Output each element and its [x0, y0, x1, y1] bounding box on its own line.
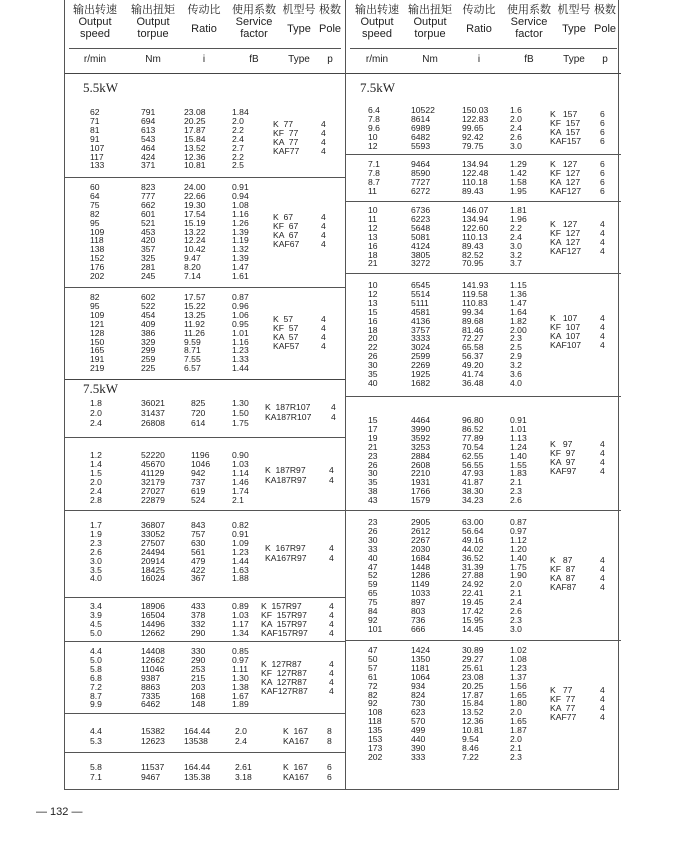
unit-torque: Nm — [145, 54, 161, 65]
speed-col: 1.8 2.0 2.4 — [90, 398, 102, 428]
torque-col: 2905 2612 2267 2030 1684 1448 1286 1149 1033 897 803 736 666 — [411, 517, 431, 634]
type-col: K 87 KF 87 KA 87 KAF87 — [550, 555, 577, 592]
ratio-col: 23.08 20.25 17.87 15.84 13.52 12.36 10.81 — [184, 107, 206, 171]
speed-col: 15 17 19 21 23 26 30 35 38 43 — [368, 415, 378, 506]
pole-col: 4 4 — [331, 402, 336, 422]
pole-col: 6 6 — [327, 762, 332, 782]
speed-col: 5.8 7.1 — [90, 762, 102, 782]
torque-col: 14408 12662 11046 9387 8863 7335 6462 — [141, 646, 165, 710]
sf-col: 2.0 2.4 — [235, 726, 247, 746]
header-row — [65, 0, 345, 76]
torque-col: 36021 31437 26808 — [141, 398, 165, 428]
speed-col: 1.7 1.9 2.3 2.6 3.0 3.5 4.0 — [90, 520, 102, 584]
type-col: K 57 KF 57 KA 57 KAF57 — [273, 314, 300, 351]
pole-col: 4 4 — [329, 543, 334, 563]
unit-speed: r/min — [83, 54, 107, 65]
ratio-col: 150.03 122.83 99.65 92.42 79.75 — [462, 105, 489, 151]
pole-col: 4 4 4 4 — [329, 601, 334, 638]
sf-col: 0.82 0.91 1.09 1.23 1.44 1.63 1.88 — [232, 520, 249, 584]
ratio-col: 96.80 86.52 77.89 70.54 62.55 56.55 47.93 41.87 38.30 34.23 — [462, 415, 484, 506]
pole-col: 4 4 4 4 — [600, 439, 605, 476]
header-pole: 极数 Pole — [593, 4, 617, 35]
torque-col: 602 522 454 409 386 329 299 259 225 — [141, 292, 156, 374]
sf-col: 1.30 1.50 1.75 — [232, 398, 249, 428]
type-col: K 107 KF 107 KA 107 KAF107 — [550, 313, 582, 350]
type-col: K 97 KF 97 KA 97 KAF97 — [550, 439, 577, 476]
ratio-col: 63.00 56.64 49.16 44.02 36.52 31.39 27.88 24.92 22.41 19.45 17.42 15.95 14.45 — [462, 517, 484, 634]
torque-col: 9464 8590 7727 6272 — [411, 159, 431, 196]
header-row — [346, 0, 621, 76]
sf-col: 0.91 1.01 1.13 1.24 1.40 1.55 1.83 2.1 2.3 2.6 — [510, 415, 527, 506]
ratio-col: 24.00 22.66 19.30 17.54 15.19 13.22 12.24 10.42 9.47 8.20 7.14 — [184, 182, 206, 282]
section-7-5kw-right: 7.5kW — [360, 80, 396, 95]
unit-type: Type — [288, 54, 310, 65]
ratio-col: 164.44 13538 — [184, 726, 211, 746]
ratio-col: 164.44 135.38 — [184, 762, 211, 782]
unit-service-factor: fB — [249, 54, 259, 65]
pole-col: 4 4 4 4 — [600, 685, 605, 722]
speed-col: 23 26 30 33 40 47 52 59 65 75 84 92 101 — [368, 517, 383, 634]
header-ratio: 传动比 Ratio — [187, 4, 221, 35]
torque-col: 823 777 662 601 521 453 420 357 325 281 245 — [141, 182, 156, 282]
torque-col: 791 694 613 543 464 424 371 — [141, 107, 156, 171]
unit-speed: r/min — [365, 54, 389, 65]
type-col: K 187R107 KA187R107 — [265, 402, 312, 422]
unit-torque: Nm — [422, 54, 438, 65]
sf-col: 1.84 2.0 2.2 2.4 2.7 2.2 2.5 — [232, 107, 249, 171]
type-col: K 187R97 KA187R97 — [265, 465, 307, 485]
pole-col: 4 4 4 4 — [329, 659, 334, 696]
speed-col: 60 64 75 82 95 109 118 138 152 176 202 — [90, 182, 105, 282]
header-pole: 极数 Pole — [318, 4, 342, 35]
right-column — [345, 0, 621, 789]
torque-col: 36807 33052 27507 24494 20914 18425 16024 — [141, 520, 165, 584]
speed-col: 10 11 12 13 16 18 21 — [368, 205, 378, 269]
type-col: K 157 KF 157 KA 157 KAF157 — [550, 109, 582, 146]
header-type: 机型号 Type — [282, 4, 316, 35]
ratio-col: 433 378 332 290 — [191, 601, 206, 638]
ratio-col: 843 757 630 561 479 422 367 — [191, 520, 206, 584]
pole-col: 4 4 4 4 — [600, 313, 605, 350]
pole-col: 8 8 — [327, 726, 332, 746]
type-col: K 167 KA167 — [283, 762, 309, 782]
header-speed: 输出转速 Output speed — [355, 4, 399, 40]
sf-col: 1.29 1.42 1.58 1.95 — [510, 159, 527, 196]
ratio-col: 825 720 614 — [191, 398, 206, 428]
torque-col: 10522 8614 6989 6482 5593 — [411, 105, 435, 151]
pole-col: 4 4 4 4 — [321, 212, 326, 249]
pole-col: 4 4 4 4 — [600, 219, 605, 256]
sf-col: 0.87 0.97 1.12 1.20 1.40 1.75 1.90 2.0 2.1 2.4 2.6 2.3 3.0 — [510, 517, 527, 634]
ratio-col: 141.93 119.58 110.83 99.34 89.68 81.46 72.27 65.58 56.37 49.20 41.74 36.48 — [462, 280, 489, 388]
pole-col: 4 4 4 4 — [321, 119, 326, 156]
unit-pole: p — [602, 54, 608, 65]
sf-col: 1.15 1.36 1.47 1.64 1.82 2.00 2.3 2.5 2.9 3.2 3.6 4.0 — [510, 280, 527, 388]
torque-col: 18906 16504 14496 12662 — [141, 601, 165, 638]
type-col: K 127R87 KF 127R87 KA 127R87 KAF127R87 — [261, 659, 308, 696]
unit-ratio: i — [202, 54, 206, 65]
speed-col: 62 71 81 91 107 117 133 — [90, 107, 105, 171]
type-col: K 67 KF 67 KA 67 KAF67 — [273, 212, 300, 249]
ratio-col: 146.07 134.94 122.60 110.13 89.43 82.52 70.95 — [462, 205, 489, 269]
sf-col: 0.85 0.97 1.11 1.30 1.38 1.67 1.89 — [232, 646, 249, 710]
page-number: — 132 — — [36, 806, 83, 818]
speed-col: 4.4 5.0 5.8 6.8 7.2 8.7 9.9 — [90, 646, 102, 710]
type-col: K 127 KF 127 KA 127 KAF127 — [550, 159, 582, 196]
type-col: K 167 KA167 — [283, 726, 309, 746]
sf-col: 0.87 0.96 1.06 0.95 1.01 1.16 1.23 1.33 1.44 — [232, 292, 249, 374]
sf-col: 0.91 0.94 1.08 1.16 1.26 1.39 1.19 1.32 1.39 1.47 1.61 — [232, 182, 249, 282]
header-service-factor: 使用系数 Service factor — [232, 4, 276, 40]
section-7-5kw: 7.5kW — [83, 381, 119, 396]
unit-ratio: i — [477, 54, 481, 65]
type-col: K 157R97 KF 157R97 KA 157R97 KAF157R97 — [261, 601, 308, 638]
speed-col: 7.1 7.8 8.7 11 — [368, 159, 380, 196]
torque-col: 6545 5514 5111 4581 4136 3757 3333 3024 2599 2269 1925 1682 — [411, 280, 431, 388]
pole-col: 6 6 6 6 — [600, 159, 605, 196]
catalog-table — [64, 0, 619, 790]
header-service-factor: 使用系数 Service factor — [507, 4, 551, 40]
torque-col: 6736 6223 5648 5081 4124 3805 3272 — [411, 205, 431, 269]
type-col: K 167R97 KA167R97 — [265, 543, 307, 563]
section-5-5kw: 5.5kW — [83, 80, 119, 95]
type-col: K 77 KF 77 KA 77 KAF77 — [273, 119, 300, 156]
speed-col: 1.2 1.4 1.5 2.0 2.4 2.8 — [90, 450, 102, 505]
speed-col: 6.4 7.8 9.6 10 12 — [368, 105, 380, 151]
header-type: 机型号 Type — [557, 4, 591, 35]
sf-col: 0.89 1.03 1.17 1.34 — [232, 601, 249, 638]
ratio-col: 134.94 122.48 110.18 89.43 — [462, 159, 489, 196]
sf-col: 1.02 1.08 1.23 1.37 1.56 1.65 1.80 2.0 1.65 1.87 2.0 2.1 2.3 — [510, 645, 527, 762]
unit-service-factor: fB — [524, 54, 534, 65]
header-torque: 输出扭矩 Output torpue — [131, 4, 175, 40]
ratio-col: 330 290 253 215 203 168 148 — [191, 646, 206, 710]
header-torque: 输出扭矩 Output torpue — [408, 4, 452, 40]
speed-col: 3.4 3.9 4.5 5.0 — [90, 601, 102, 638]
torque-col: 1424 1350 1181 1064 934 824 730 623 570 499 440 390 333 — [411, 645, 431, 762]
sf-col: 1.6 2.0 2.4 2.6 3.0 — [510, 105, 522, 151]
pole-col: 6 6 6 6 — [600, 109, 605, 146]
sf-col: 1.81 1.96 2.2 2.4 3.0 3.2 3.7 — [510, 205, 527, 269]
pole-col: 4 4 4 4 — [321, 314, 326, 351]
type-col: K 127 KF 127 KA 127 KAF127 — [550, 219, 582, 256]
unit-pole: p — [327, 54, 333, 65]
sf-col: 0.90 1.03 1.14 1.46 1.74 2.1 — [232, 450, 249, 505]
speed-col: 4.4 5.3 — [90, 726, 102, 746]
sf-col: 2.61 3.18 — [235, 762, 252, 782]
ratio-col: 17.57 15.22 13.25 11.92 11.26 9.59 8.71 7.55 6.57 — [184, 292, 206, 374]
torque-col: 15382 12623 — [141, 726, 165, 746]
type-col: K 77 KF 77 KA 77 KAF77 — [550, 685, 577, 722]
speed-col: 10 12 13 15 16 18 20 22 26 30 35 40 — [368, 280, 378, 388]
pole-col: 4 4 4 4 — [600, 555, 605, 592]
ratio-col: 30.89 29.27 25.61 23.08 20.25 17.87 15.84 13.52 12.36 10.81 9.54 8.46 7.22 — [462, 645, 484, 762]
header-speed: 输出转速 Output speed — [73, 4, 117, 40]
speed-col: 47 50 57 61 72 82 92 108 118 135 153 173 202 — [368, 645, 383, 762]
speed-col: 82 95 109 121 128 150 165 191 219 — [90, 292, 105, 374]
torque-col: 11537 9467 — [141, 762, 165, 782]
left-column — [65, 0, 345, 789]
ratio-col: 1196 1046 942 737 619 524 — [191, 450, 211, 505]
header-ratio: 传动比 Ratio — [462, 4, 496, 35]
torque-col: 52220 45670 41129 32179 27027 22879 — [141, 450, 165, 505]
torque-col: 4464 3990 3592 3253 2884 2608 2210 1931 1766 1579 — [411, 415, 431, 506]
pole-col: 4 4 — [329, 465, 334, 485]
unit-type: Type — [563, 54, 585, 65]
